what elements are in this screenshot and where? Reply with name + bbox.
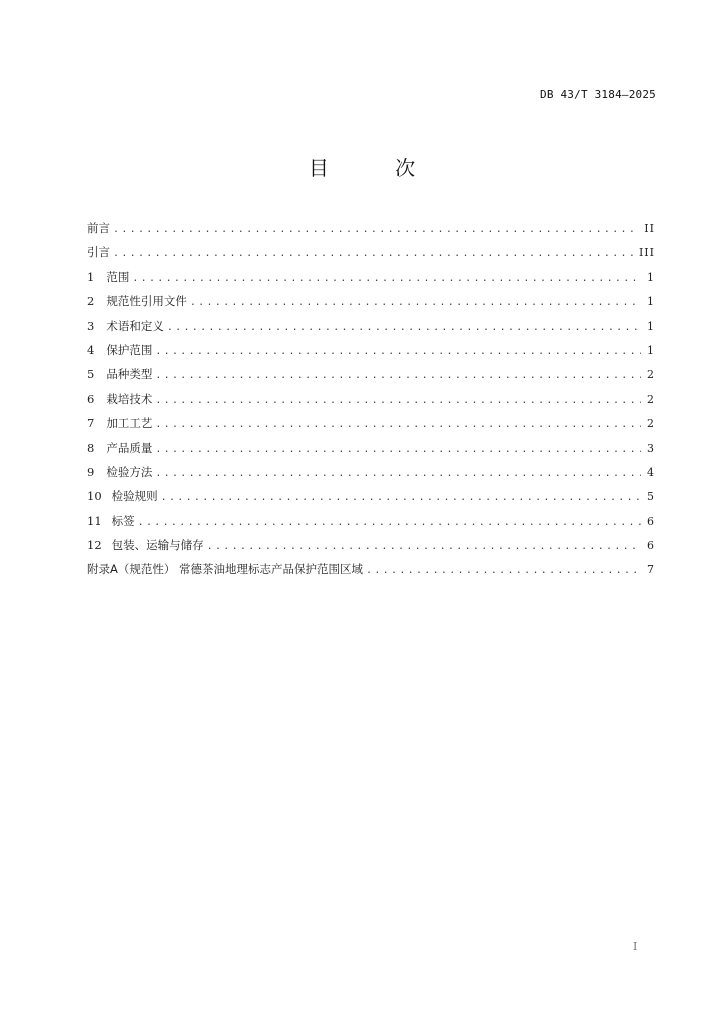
page-title: 目 次	[308, 156, 446, 180]
toc-entry-number: 6	[87, 391, 95, 406]
toc-entry-page: 1	[647, 343, 655, 357]
toc-dot-leader	[155, 440, 641, 460]
toc-entry-number: 11	[87, 513, 102, 528]
toc-entry-label: 品种类型	[106, 367, 153, 382]
toc-entry[interactable]	[87, 242, 655, 266]
toc-entry-page: 1	[647, 270, 655, 284]
toc-dot-leader	[167, 318, 641, 338]
toc-entry-page: 2	[647, 392, 655, 406]
toc-entry-number: 12	[87, 538, 102, 553]
toc-entry-page: 6	[647, 539, 655, 553]
toc-dot-leader	[113, 244, 633, 264]
toc-entry-page: 2	[647, 417, 655, 431]
toc-entry[interactable]	[87, 462, 655, 486]
toc-entry[interactable]	[87, 413, 655, 437]
toc-entry-number: 4	[87, 342, 95, 357]
toc-entry-label: 检验规则	[111, 489, 158, 504]
toc-entry-page: II	[644, 222, 655, 235]
toc-entry[interactable]	[87, 316, 655, 340]
page-number: I	[633, 940, 638, 953]
toc-entry-number: 7	[87, 416, 95, 431]
toc-entry-page: 1	[647, 319, 655, 333]
toc-entry-number: 3	[87, 318, 95, 333]
toc-entry[interactable]	[87, 364, 655, 388]
toc-dot-leader	[113, 220, 638, 240]
toc-dot-leader	[155, 342, 641, 362]
toc-entry[interactable]	[87, 438, 655, 462]
toc-entry-number: 10	[87, 489, 102, 504]
toc-dot-leader	[132, 269, 641, 289]
toc-entry-label: 引言	[87, 245, 110, 260]
toc-entry-label: 检验方法	[106, 464, 153, 479]
toc-entry-label: 术语和定义	[106, 318, 164, 333]
toc-entry-page: 1	[647, 295, 655, 309]
toc-dot-leader	[138, 513, 641, 533]
toc-entry-page: 4	[647, 465, 655, 479]
toc-entry-label: 前言	[87, 221, 110, 235]
toc-entry[interactable]	[87, 535, 655, 559]
toc-entry-label: 产品质量	[106, 440, 153, 455]
toc-dot-leader	[207, 537, 641, 557]
toc-entry-label: 附录A（规范性） 常德茶油地理标志产品保护范围区域	[87, 562, 364, 577]
toc-entry[interactable]	[87, 340, 655, 364]
toc-entry-label: 加工工艺	[106, 416, 153, 431]
toc-entry[interactable]	[87, 218, 655, 242]
toc-entry[interactable]	[87, 559, 655, 583]
toc-dot-leader	[155, 366, 641, 386]
toc-entry-number: 2	[87, 294, 95, 309]
toc-entry-number: 8	[87, 440, 95, 455]
toc-entry-page: 7	[647, 563, 655, 577]
toc-entry-number: 9	[87, 464, 95, 479]
toc-dot-leader	[366, 561, 641, 581]
toc-dot-leader	[161, 488, 641, 508]
toc-entry[interactable]	[87, 267, 655, 291]
toc-entry-page: 6	[647, 514, 655, 528]
table-of-contents	[87, 218, 655, 584]
toc-entry[interactable]	[87, 291, 655, 315]
toc-entry-label: 保护范围	[106, 342, 153, 357]
toc-entry[interactable]	[87, 486, 655, 510]
toc-entry-label: 栽培技术	[106, 391, 153, 406]
toc-entry-number: 1	[87, 269, 95, 284]
toc-entry-label: 标签	[111, 513, 135, 528]
toc-entry[interactable]	[87, 389, 655, 413]
toc-entry-label: 规范性引用文件	[106, 294, 187, 309]
toc-entry-number: 5	[87, 367, 95, 382]
document-code: DB 43/T 3184—2025	[540, 88, 656, 101]
toc-dot-leader	[155, 464, 641, 484]
toc-entry-page: 5	[647, 490, 655, 504]
toc-entry-page: III	[638, 246, 655, 260]
toc-dot-leader	[155, 415, 641, 435]
toc-entry-page: 2	[647, 368, 655, 382]
toc-entry-label: 包装、运输与储存	[111, 538, 204, 553]
toc-dot-leader	[155, 391, 641, 411]
toc-entry[interactable]	[87, 511, 655, 535]
toc-entry-label: 范围	[106, 269, 130, 284]
toc-entry-page: 3	[647, 441, 655, 455]
toc-dot-leader	[190, 293, 641, 313]
